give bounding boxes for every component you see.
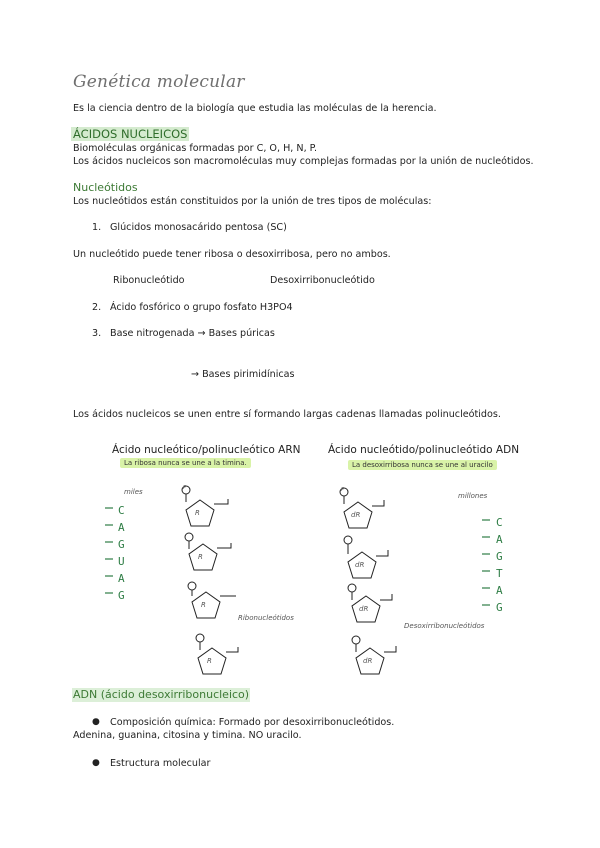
- acidos-line-1: Biomoléculas orgánicas formadas por C, O, H, N, P.: [73, 143, 318, 154]
- nucleotidos-intro: Los nucleótidos están constituidos por la unión de tres tipos de moléculas:: [73, 196, 432, 207]
- list-item-3: Base nitrogenada → Bases púricas: [110, 328, 275, 339]
- list-number-2: 2.: [92, 302, 102, 313]
- adn-ring-label-2: dR: [355, 561, 365, 569]
- bullet-2: ●: [92, 758, 100, 768]
- list-number-3: 3.: [92, 328, 102, 339]
- arn-ring-label-1: R: [195, 509, 200, 517]
- page-title: Genética molecular: [73, 72, 245, 92]
- ribonucleotidos-label: Ribonucleótidos: [238, 614, 294, 622]
- desoxirribonucleotido-label: Desoxirribonucleótido: [270, 275, 375, 286]
- adn-ring-label-4: dR: [363, 657, 373, 665]
- arn-base-4: U: [118, 555, 125, 568]
- adn-count-label: millones: [458, 492, 488, 500]
- adn-note: La desoxirribosa nunca se une al uracilo: [348, 460, 497, 470]
- adn-ring-label-3: dR: [359, 605, 369, 613]
- arn-figure-title: Ácido nucleótico/polinucleótico ARN: [112, 444, 301, 456]
- adn-bullet-1: Composición química: Formado por desoxirribonucleótidos.: [110, 717, 395, 728]
- polinucleotidos-text: Los ácidos nucleicos se unen entre sí formando largas cadenas llamadas polinucleótidos.: [73, 409, 501, 420]
- arn-base-link-4: [226, 647, 238, 652]
- adn-figure-title: Ácido nucleótido/polinucleótido ADN: [328, 444, 520, 456]
- arn-pentose-4: [198, 648, 226, 674]
- adn-base-4: T: [496, 567, 503, 580]
- list-item-2: Ácido fosfórico o grupo fosfato H3PO4: [110, 302, 293, 313]
- adn-base-5: A: [496, 584, 503, 597]
- arn-ring-label-3: R: [201, 601, 206, 609]
- arn-note: La ribosa nunca se une a la timina.: [120, 458, 251, 468]
- acidos-nucleicos-heading: ÁCIDOS NUCLEICOS: [73, 127, 188, 141]
- adn-base-link-4: [384, 646, 396, 652]
- arn-phosphate-4: [196, 634, 204, 642]
- adn-phosphate-3: [348, 584, 356, 592]
- adn-phosphate-4: [352, 636, 360, 644]
- adn-phosphate-label: P: [341, 487, 345, 493]
- figure-drawing: [90, 438, 520, 683]
- arn-base-link-2: [217, 543, 231, 548]
- nucleotido-note: Un nucleótido puede tener ribosa o desoxirribosa, pero no ambos.: [73, 249, 391, 260]
- adn-base-2: A: [496, 533, 503, 546]
- arn-base-3: G: [118, 538, 125, 551]
- adn-bullet-1-line2: Adenina, guanina, citosina y timina. NO uracilo.: [73, 730, 302, 741]
- arn-phosphate-label: P: [183, 485, 187, 491]
- arn-ring-label-2: R: [198, 553, 203, 561]
- nucleotidos-heading: Nucleótidos: [73, 181, 138, 194]
- arn-base-5: A: [118, 572, 125, 585]
- arn-pentose-2: [189, 544, 217, 570]
- arn-base-2: A: [118, 521, 125, 534]
- adn-base-link-3: [380, 594, 392, 600]
- arn-count-label: miles: [124, 488, 143, 496]
- arn-base-1: C: [118, 504, 125, 517]
- list-number-1: 1.: [92, 222, 102, 233]
- adn-base-3: G: [496, 550, 503, 563]
- list-item-1: Glúcidos monosacárido pentosa (SC): [110, 222, 287, 233]
- ribonucleotido-label: Ribonucleótido: [113, 275, 185, 286]
- adn-phosphate-2: [344, 536, 352, 544]
- adn-heading: ADN (ácido desoxirribonucleico): [73, 688, 250, 701]
- arn-pentose-3: [192, 592, 220, 618]
- adn-base-1: C: [496, 516, 503, 529]
- bullet-1: ●: [92, 717, 100, 727]
- desoxirribonucleotidos-label: Desoxirribonucleótidos: [404, 622, 485, 630]
- arn-base-6: G: [118, 589, 125, 602]
- list-item-3-pirimidinicas: → Bases pirimidínicas: [191, 369, 295, 380]
- intro-text: Es la ciencia dentro de la biología que estudia las moléculas de la herencia.: [73, 103, 437, 114]
- arn-phosphate-2: [185, 533, 193, 541]
- arn-base-link-1: [214, 499, 228, 504]
- acidos-line-2: Los ácidos nucleicos son macromoléculas muy complejas formadas por la unión de nucleótidos.: [73, 156, 534, 167]
- adn-bullet-2: Estructura molecular: [110, 758, 211, 769]
- arn-phosphate-3: [188, 582, 196, 590]
- adn-ring-label-1: dR: [351, 511, 361, 519]
- nucleotide-figure: [90, 438, 520, 683]
- adn-base-link-2: [376, 550, 388, 556]
- arn-pentose-1: [186, 500, 214, 526]
- arn-ring-label-4: R: [207, 657, 212, 665]
- adn-base-link-1: [372, 500, 384, 506]
- adn-base-6: G: [496, 601, 503, 614]
